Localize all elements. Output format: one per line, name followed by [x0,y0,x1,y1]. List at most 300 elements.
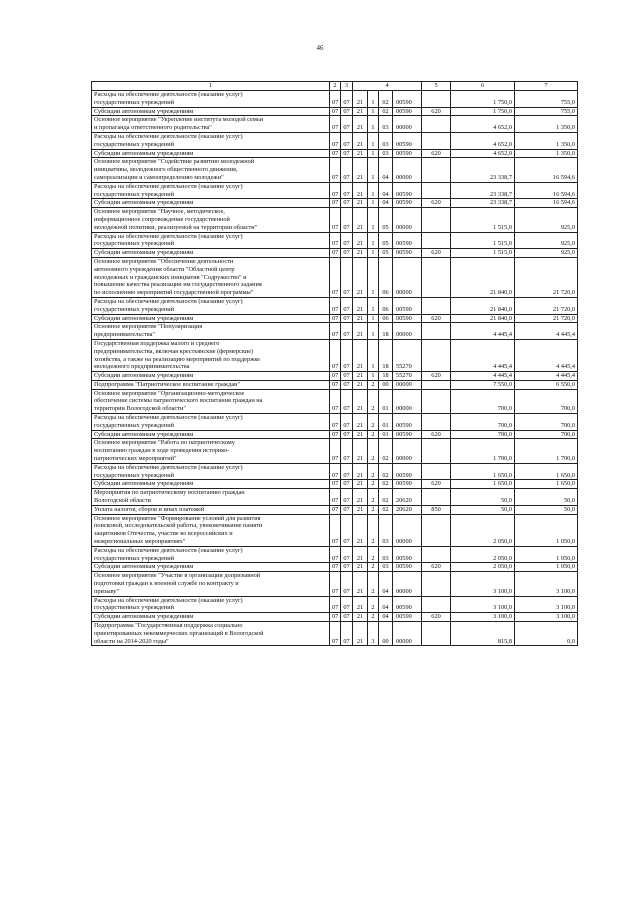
activity-code: 02 [379,439,393,463]
activity-code: 18 [379,372,393,381]
row-description: Субсидии автономным учреждениям [92,372,330,381]
subprogram-code: 1 [368,91,379,108]
amount-col7: 925,0 [515,249,578,258]
activity-code: 03 [379,514,393,546]
program-code: 21 [353,546,368,563]
section-code: 07 [330,380,341,389]
row-description: Расходы на обеспечение деятельности (оказание услуг) государственных учреждений [92,546,330,563]
direction-code: 00000 [393,208,422,232]
subprogram-code: 2 [368,613,379,622]
amount-col7: 21 720,0 [515,257,578,297]
row-description: Уплата налогов, сборов и иных платежей [92,505,330,514]
row-description: Подпрограмма "Патриотическое воспитание граждан" [92,380,330,389]
amount-col7: 1 700,0 [515,439,578,463]
activity-code: 03 [379,546,393,563]
subsection-code: 07 [341,116,353,133]
subsection-code: 07 [341,430,353,439]
row-description: Расходы на обеспечение деятельности (оказание услуг) государственных учреждений [92,297,330,314]
subsection-code: 07 [341,297,353,314]
row-description: Основное мероприятие "Научное, методическое, информационное сопровождение государственной молодежной политики, реализуемой на территории области" [92,208,330,232]
table-row [92,132,578,149]
activity-code: 05 [379,249,393,258]
table-row [92,613,578,622]
amount-col7: 3 100,0 [515,613,578,622]
section-code: 07 [330,149,341,158]
amount-col7: 16 594,6 [515,182,578,199]
direction-code: 00000 [393,439,422,463]
table-row [92,339,578,371]
activity-code: 06 [379,314,393,323]
subsection-code: 07 [341,314,353,323]
program-code: 21 [353,380,368,389]
table-row [92,430,578,439]
row-description: Основное мероприятие "Участие в организации допризывной подготовки граждан к военной службе по контракту и призыву" [92,572,330,596]
subprogram-code: 2 [368,563,379,572]
amount-col7: 700,0 [515,389,578,413]
activity-code: 03 [379,563,393,572]
section-code: 07 [330,389,341,413]
activity-code: 03 [379,116,393,133]
row-description: Расходы на обеспечение деятельности (оказание услуг) государственных учреждений [92,182,330,199]
section-code: 07 [330,489,341,506]
activity-code: 18 [379,323,393,340]
table-row [92,514,578,546]
direction-code: 00590 [393,546,422,563]
expense-type-code [422,380,451,389]
section-code: 07 [330,297,341,314]
amount-col6: 1 700,0 [451,439,515,463]
subsection-code: 07 [341,149,353,158]
activity-code: 02 [379,91,393,108]
table-row [92,622,578,646]
amount-col6: 23 338,7 [451,199,515,208]
subsection-code: 07 [341,463,353,480]
direction-code: 00000 [393,116,422,133]
subsection-code: 07 [341,546,353,563]
row-description: Расходы на обеспечение деятельности (оказание услуг) государственных учреждений [92,463,330,480]
subsection-code: 07 [341,249,353,258]
table-row [92,249,578,258]
section-code: 07 [330,249,341,258]
section-code: 07 [330,91,341,108]
expense-type-code [422,208,451,232]
direction-code: 00590 [393,613,422,622]
amount-col7: 50,0 [515,489,578,506]
program-code: 21 [353,430,368,439]
subsection-code: 07 [341,132,353,149]
subsection-code: 07 [341,414,353,431]
subsection-code: 07 [341,323,353,340]
table-row [92,389,578,413]
table-row [92,546,578,563]
expense-type-code [422,463,451,480]
program-code: 21 [353,158,368,182]
subsection-code: 07 [341,480,353,489]
subsection-code: 07 [341,199,353,208]
activity-code: 18 [379,339,393,371]
table-row [92,372,578,381]
activity-code: 01 [379,414,393,431]
amount-col6: 1 515,0 [451,208,515,232]
subprogram-code: 2 [368,389,379,413]
subprogram-code: 1 [368,132,379,149]
row-description: Субсидии автономным учреждениям [92,107,330,116]
amount-col7: 4 445,4 [515,372,578,381]
expense-type-code [422,91,451,108]
activity-code: 04 [379,199,393,208]
amount-col7: 1 050,0 [515,563,578,572]
subprogram-code: 1 [368,372,379,381]
subprogram-code: 1 [368,249,379,258]
subsection-code: 07 [341,563,353,572]
expense-type-code [422,572,451,596]
section-code: 07 [330,463,341,480]
direction-code: 00590 [393,107,422,116]
amount-col7: 755,0 [515,107,578,116]
direction-code: 00590 [393,563,422,572]
program-code: 21 [353,480,368,489]
amount-col6: 50,0 [451,489,515,506]
program-code: 21 [353,199,368,208]
row-description: Субсидии автономным учреждениям [92,563,330,572]
table-row [92,489,578,506]
amount-col6: 4 652,0 [451,132,515,149]
program-code: 21 [353,613,368,622]
table-row [92,158,578,182]
activity-code: 01 [379,389,393,413]
direction-code: 00000 [393,158,422,182]
table-row [92,439,578,463]
amount-col6: 21 840,0 [451,297,515,314]
direction-code: 00590 [393,149,422,158]
program-code: 21 [353,182,368,199]
amount-col6: 2 050,0 [451,514,515,546]
table-row [92,116,578,133]
subprogram-code: 2 [368,505,379,514]
amount-col6: 2 050,0 [451,563,515,572]
direction-code: 00590 [393,414,422,431]
table-row [92,91,578,108]
table-row [92,314,578,323]
amount-col7: 925,0 [515,232,578,249]
program-code: 21 [353,514,368,546]
table-row [92,208,578,232]
program-code: 21 [353,572,368,596]
row-description: Субсидии автономным учреждениям [92,249,330,258]
table-row [92,182,578,199]
subprogram-code: 1 [368,199,379,208]
section-code: 07 [330,596,341,613]
subsection-code: 07 [341,158,353,182]
section-code: 07 [330,323,341,340]
table-row [92,480,578,489]
amount-col6: 4 445,4 [451,323,515,340]
table-row [92,414,578,431]
direction-code: 00590 [393,232,422,249]
expense-type-code [422,257,451,297]
row-description: Мероприятия по патриотическому воспитанию граждан Вологодской области [92,489,330,506]
table-row [92,232,578,249]
activity-code: 02 [379,480,393,489]
subprogram-code: 1 [368,149,379,158]
expense-type-code [422,439,451,463]
program-code: 21 [353,257,368,297]
row-description: Субсидии автономным учреждениям [92,480,330,489]
subsection-code: 07 [341,439,353,463]
row-description: Основное мероприятие "Укрепление института молодой семьи и пропаганда ответственного родительства" [92,116,330,133]
activity-code: 02 [379,505,393,514]
amount-col6: 4 652,0 [451,116,515,133]
row-description: Расходы на обеспечение деятельности (оказание услуг) государственных учреждений [92,596,330,613]
program-code: 21 [353,208,368,232]
activity-code: 06 [379,257,393,297]
direction-code: 00000 [393,389,422,413]
subprogram-code: 2 [368,596,379,613]
subsection-code: 07 [341,372,353,381]
subprogram-code: 2 [368,463,379,480]
activity-code: 05 [379,208,393,232]
expense-type-code: 850 [422,505,451,514]
amount-col6: 3 100,0 [451,596,515,613]
direction-code: 00000 [393,257,422,297]
amount-col7: 1 050,0 [515,546,578,563]
row-description: Основное мероприятие "Формирование условий для развития поисковой, исследовательской работы, увековечивание памяти защитников Отечества, участие во всероссийских и межрегиональных мероприятиях" [92,514,330,546]
subprogram-code: 2 [368,439,379,463]
amount-col6: 4 445,4 [451,339,515,371]
section-code: 07 [330,439,341,463]
subprogram-code: 1 [368,297,379,314]
expense-type-code: 620 [422,372,451,381]
header-cell: 3 [341,82,353,91]
direction-code: 00590 [393,480,422,489]
table-row [92,380,578,389]
program-code: 21 [353,505,368,514]
direction-code: 00590 [393,596,422,613]
direction-code: 20620 [393,505,422,514]
page-number: 46 [316,44,324,52]
amount-col6: 1 650,0 [451,463,515,480]
activity-code: 04 [379,158,393,182]
subsection-code: 07 [341,339,353,371]
subprogram-code: 1 [368,232,379,249]
subprogram-code: 2 [368,572,379,596]
direction-code: 00590 [393,314,422,323]
subsection-code: 07 [341,182,353,199]
subsection-code: 07 [341,572,353,596]
subprogram-code: 2 [368,430,379,439]
subsection-code: 07 [341,208,353,232]
amount-col6: 3 100,0 [451,572,515,596]
amount-col7: 16 594,6 [515,199,578,208]
table-row [92,505,578,514]
expense-type-code [422,297,451,314]
row-description: Основное мероприятие "Популяризация предпринимательства" [92,323,330,340]
expense-type-code [422,546,451,563]
subsection-code: 07 [341,514,353,546]
section-code: 07 [330,232,341,249]
row-description: Основное мероприятие "Обеспечение деятельности автономного учреждения области "Областной центр молодежных и гражданских инициатив "Содружество" и повышение качества реализации им государственного задания по исполнению мероприятий государственной программы" [92,257,330,297]
activity-code: 04 [379,613,393,622]
program-code: 21 [353,414,368,431]
amount-col7: 1 050,0 [515,514,578,546]
program-code: 21 [353,249,368,258]
amount-col7: 1 350,0 [515,116,578,133]
section-code: 07 [330,158,341,182]
direction-code: 00590 [393,297,422,314]
amount-col7: 700,0 [515,414,578,431]
program-code: 21 [353,232,368,249]
section-code: 07 [330,414,341,431]
subsection-code: 07 [341,622,353,646]
subprogram-code: 2 [368,514,379,546]
row-description: Субсидии автономным учреждениям [92,199,330,208]
amount-col6: 700,0 [451,430,515,439]
expense-type-code [422,389,451,413]
expense-type-code [422,132,451,149]
program-code: 21 [353,132,368,149]
row-description: Основное мероприятие "Работа по патриотическому воспитанию граждан в ходе проведения историко- патриотических мероприятий" [92,439,330,463]
amount-col6: 23 338,7 [451,158,515,182]
expense-type-code: 620 [422,149,451,158]
amount-col7: 16 594,6 [515,158,578,182]
row-description: Основное мероприятие "Организационно-методическое обеспечение системы патриотического воспитания граждан на территории Вологодской области" [92,389,330,413]
amount-col6: 700,0 [451,389,515,413]
direction-code: 55270 [393,372,422,381]
table-row [92,463,578,480]
header-cell: 1 [92,82,330,91]
expense-type-code: 620 [422,314,451,323]
direction-code: 00000 [393,622,422,646]
expense-type-code [422,158,451,182]
amount-col6: 3 100,0 [451,613,515,622]
subprogram-code: 1 [368,257,379,297]
program-code: 21 [353,563,368,572]
activity-code: 06 [379,297,393,314]
amount-col6: 815,8 [451,622,515,646]
row-description: Расходы на обеспечение деятельности (оказание услуг) государственных учреждений [92,232,330,249]
table-row [92,297,578,314]
section-code: 07 [330,314,341,323]
section-code: 07 [330,116,341,133]
subprogram-code: 1 [368,107,379,116]
section-code: 07 [330,613,341,622]
subsection-code: 07 [341,257,353,297]
amount-col7: 6 550,0 [515,380,578,389]
subprogram-code: 2 [368,380,379,389]
table-row [92,563,578,572]
table-header-row [92,82,578,91]
section-code: 07 [330,199,341,208]
direction-code: 00000 [393,323,422,340]
section-code: 07 [330,430,341,439]
activity-code: 03 [379,132,393,149]
activity-code: 00 [379,380,393,389]
amount-col7: 1 350,0 [515,132,578,149]
amount-col6: 2 050,0 [451,546,515,563]
program-code: 21 [353,489,368,506]
amount-col7: 3 100,0 [515,596,578,613]
activity-code: 00 [379,622,393,646]
subprogram-code: 2 [368,480,379,489]
amount-col7: 925,0 [515,208,578,232]
section-code: 07 [330,563,341,572]
direction-code: 00590 [393,430,422,439]
program-code: 21 [353,596,368,613]
table-row [92,257,578,297]
subsection-code: 07 [341,232,353,249]
activity-code: 02 [379,489,393,506]
header-cell: 7 [515,82,578,91]
expense-type-code: 620 [422,613,451,622]
section-code: 07 [330,372,341,381]
table-row [92,323,578,340]
section-code: 07 [330,182,341,199]
subprogram-code: 3 [368,622,379,646]
program-code: 21 [353,107,368,116]
amount-col6: 700,0 [451,414,515,431]
header-cell: 2 [330,82,341,91]
header-cell: 6 [451,82,515,91]
amount-col7: 1 650,0 [515,463,578,480]
program-code: 21 [353,439,368,463]
expense-type-code: 620 [422,107,451,116]
program-code: 21 [353,323,368,340]
program-code: 21 [353,389,368,413]
amount-col7: 755,0 [515,91,578,108]
section-code: 07 [330,622,341,646]
row-description: Расходы на обеспечение деятельности (оказание услуг) государственных учреждений [92,414,330,431]
amount-col6: 1 750,0 [451,107,515,116]
row-description: Расходы на обеспечение деятельности (оказание услуг) государственных учреждений [92,91,330,108]
subprogram-code: 1 [368,158,379,182]
direction-code: 00590 [393,463,422,480]
amount-col6: 7 550,0 [451,380,515,389]
subsection-code: 07 [341,107,353,116]
expense-type-code [422,116,451,133]
expense-type-code [422,489,451,506]
activity-code: 04 [379,596,393,613]
direction-code: 00590 [393,182,422,199]
activity-code: 05 [379,232,393,249]
amount-col7: 1 650,0 [515,480,578,489]
amount-col6: 1 515,0 [451,232,515,249]
expense-type-code [422,323,451,340]
row-description: Субсидии автономным учреждениям [92,149,330,158]
section-code: 07 [330,480,341,489]
amount-col7: 0,0 [515,622,578,646]
row-description: Государственная поддержка малого и среднего предпринимательства, включая крестьянские (фермерские) хозяйства, а также на реализацию мероприятий по поддержке молодежного предпринимательства [92,339,330,371]
subsection-code: 07 [341,91,353,108]
subsection-code: 07 [341,380,353,389]
header-cell: 4 [353,82,422,91]
expense-type-code: 620 [422,480,451,489]
program-code: 21 [353,91,368,108]
direction-code: 00000 [393,572,422,596]
expense-type-code: 620 [422,249,451,258]
section-code: 07 [330,514,341,546]
expense-type-code [422,232,451,249]
subprogram-code: 1 [368,339,379,371]
subprogram-code: 1 [368,314,379,323]
budget-table [91,81,578,646]
subprogram-code: 1 [368,182,379,199]
row-description: Субсидии автономным учреждениям [92,430,330,439]
expense-type-code [422,182,451,199]
direction-code: 00000 [393,514,422,546]
expense-type-code: 620 [422,199,451,208]
amount-col6: 21 840,0 [451,257,515,297]
expense-type-code [422,414,451,431]
